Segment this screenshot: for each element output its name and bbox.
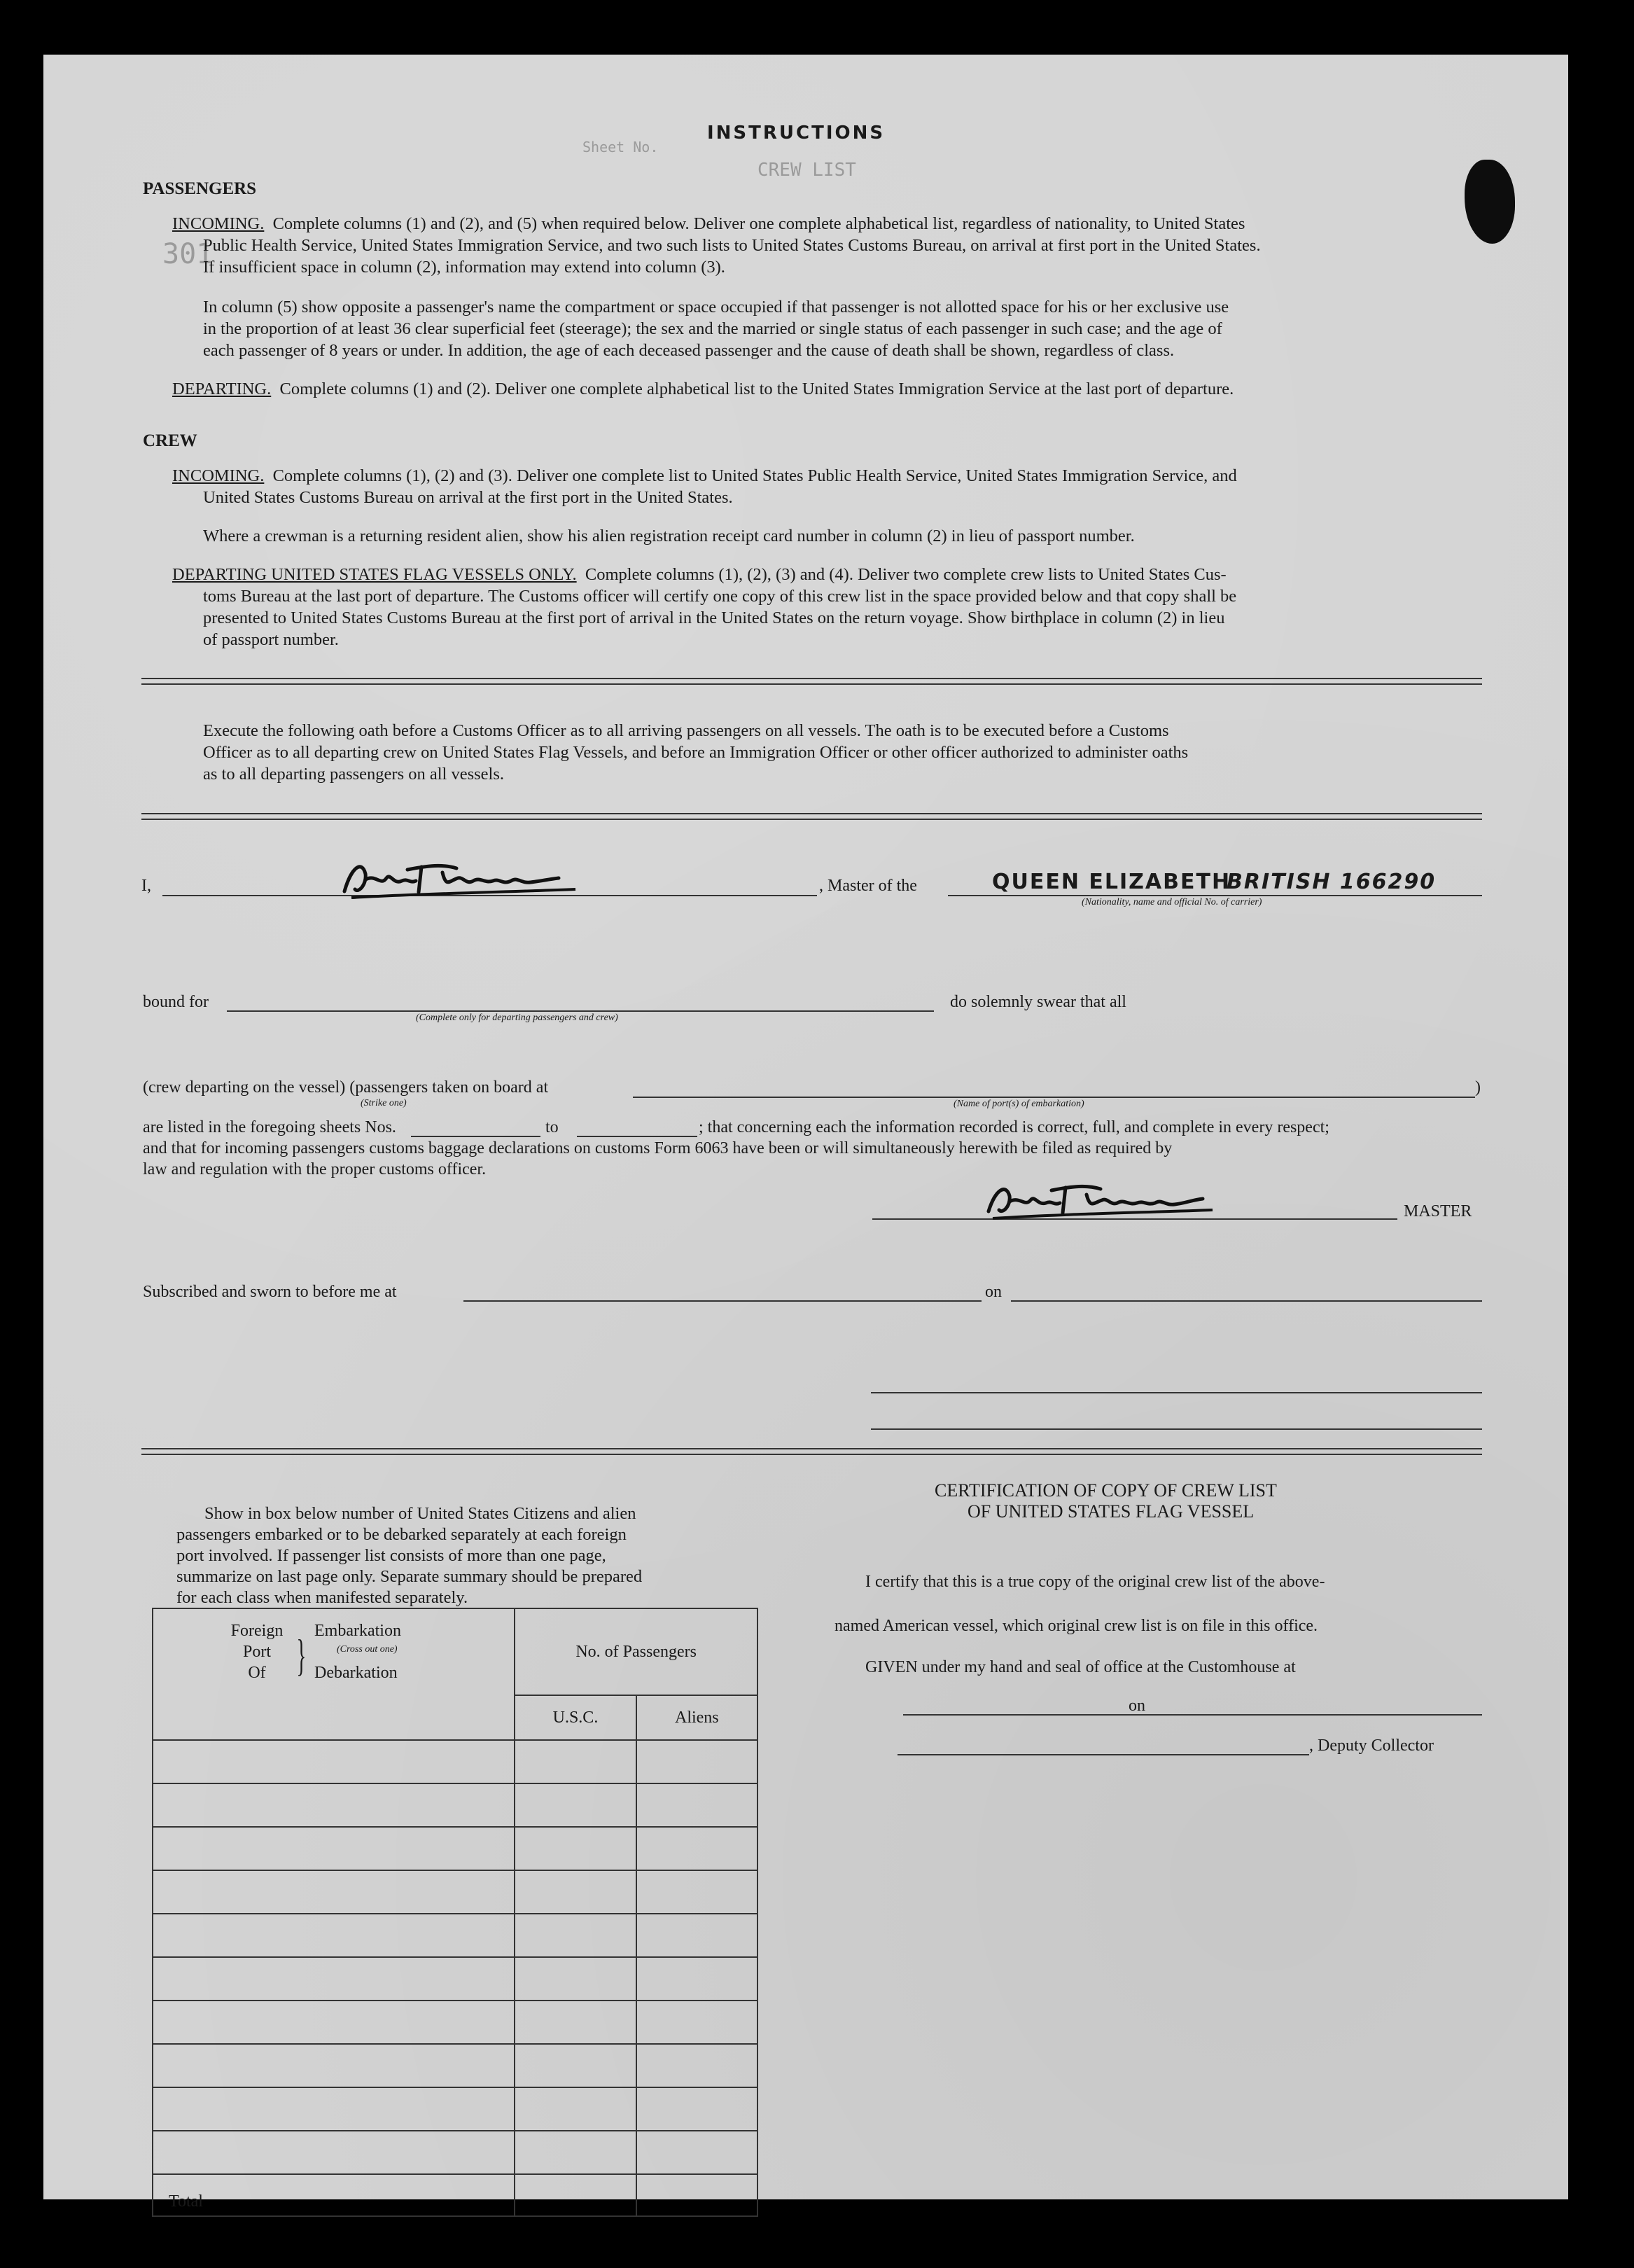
crew-incoming-line1 [172,465,1237,487]
summary-line3: port involved. If passenger list consists of more than one page, [176,1546,606,1565]
subscribed-on-label: on [985,1283,1002,1301]
oath-intro-line1: Execute the following oath before a Customs Officer as to all arriving passengers on all vessels. The oath is to be executed before a Customs [203,721,1169,740]
column5-line2: in the proportion of at least 36 clear superficial feet (steerage); the sex and the married or single status of each passenger in such case; and the age of [203,319,1222,338]
header-port [153,1608,515,1740]
table-row[interactable] [153,1783,757,1827]
passengers-incoming-line2: Public Health Service, United States Immigration Service, and two such lists to United States Customs Bureau, on arrival at first port in the United States. [203,236,1261,255]
column5-line3: each passenger of 8 years or under. In addition, the age of each deceased passenger and the cause of death shall be shown, regardless of class. [203,341,1175,360]
crew-incoming-label: INCOMING. [172,466,265,485]
section-divider-2 [141,813,1482,820]
passengers-departing-text: Complete columns (1) and (2). Deliver one complete alphabetical list to the United States Immigration Service at the last port of departure. [279,380,1234,398]
master-label: MASTER [1404,1202,1472,1220]
oath-intro-line3: as to all departing passengers on all vessels. [203,765,505,784]
strike-caption: (Strike one) [361,1098,407,1108]
table-row[interactable] [153,1740,757,1783]
close-paren: ) [1475,1078,1481,1097]
certification-text-1: I certify that this is a true copy of the original crew list of the above- [865,1573,1325,1591]
vessel-line [948,895,1482,896]
table-row[interactable] [153,1914,757,1957]
crew-incoming-line2: United States Customs Bureau on arrival at the first port in the United States. [203,488,733,507]
table-row[interactable] [153,2044,757,2087]
table-row[interactable] [153,1870,757,1914]
header-aliens [636,1695,757,1740]
vessel-nationality-number: BRITISH 166290 [1227,870,1437,894]
crew-flag-line4: of passport number. [203,630,339,649]
aliens-label: Aliens [674,1708,719,1727]
total-aliens-cell[interactable] [636,2174,757,2216]
sheets-from-line[interactable] [411,1136,540,1137]
total-label-cell [153,2174,515,2216]
table-row[interactable] [153,2087,757,2131]
total-row[interactable] [153,2174,757,2216]
cross-out-caption: (Cross out one) [337,1644,398,1655]
crew-flag-label: DEPARTING UNITED STATES FLAG VESSELS ONLY. [172,565,577,584]
document-page [43,55,1568,2211]
passengers-incoming-line3: If insufficient space in column (2), information may extend into column (3). [203,258,725,277]
certification-heading-1: CERTIFICATION OF COPY OF CREW LIST [935,1480,1277,1501]
customhouse-line[interactable] [903,1714,1162,1716]
port-label-3: Of [248,1664,266,1682]
officer-signature-line-2[interactable] [871,1428,1482,1430]
oath-intro-line2: Officer as to all departing crew on United States Flag Vessels, and before an Immigration Officer or other officer authorized to administer oaths [203,743,1189,762]
crew-resident-alien: Where a crewman is a returning resident alien, show his alien registration receipt card number in column (2) in lieu of passport number. [203,527,1135,545]
usc-label: U.S.C. [552,1708,599,1727]
master-signature-1 [337,853,603,902]
certification-on-label: on [1129,1697,1145,1715]
bound-for-line[interactable] [227,1010,934,1012]
sheets-to-line[interactable] [577,1136,697,1137]
law-line: law and regulation with the proper customs officer. [143,1160,487,1178]
ports-caption: (Name of port(s) of embarkation) [954,1099,1084,1109]
deputy-collector-label: , Deputy Collector [1309,1737,1434,1755]
passengers-incoming-text1: Complete columns (1) and (2), and (5) when required below. Deliver one complete alphabetical list, regardless of nationality, to United States [272,214,1245,233]
deputy-signature-line[interactable] [898,1754,1309,1755]
header-usc [515,1695,636,1740]
certification-given: GIVEN under my hand and seal of office at the Customhouse at [865,1658,1296,1676]
passengers-incoming-label: INCOMING. [172,214,265,233]
summary-line2: passengers embarked or to be debarked separately at each foreign [176,1525,627,1544]
passengers-departing-label: DEPARTING. [172,380,272,398]
no-of-passengers-label: No. of Passengers [575,1642,697,1661]
nationality-caption: (Nationality, name and official No. of carrier) [1082,897,1262,907]
bound-caption: (Complete only for departing passengers and crew) [416,1013,618,1023]
section-divider-3 [141,1448,1482,1455]
certification-heading-2: OF UNITED STATES FLAG VESSEL [968,1501,1255,1522]
officer-signature-line-1[interactable] [871,1392,1482,1393]
total-label: Total [169,2192,203,2211]
table-row[interactable] [153,1827,757,1870]
summary-line5: for each class when manifested separately. [176,1588,468,1607]
master-of-label: , Master of the [819,877,917,895]
passengers-heading: PASSENGERS [143,179,257,198]
section-divider-1 [141,678,1482,685]
baggage-line: and that for incoming passengers customs baggage declarations on customs Form 6063 have been or will simultaneously herewith be filed as required by [143,1139,1173,1157]
table-row[interactable] [153,2001,757,2044]
listed-label: are listed in the foregoing sheets Nos. [143,1118,396,1136]
summary-line1: Show in box below number of United States Citizens and alien [204,1504,636,1523]
column5-line1: In column (5) show opposite a passenger's name the compartment or space occupied if that passenger is not allotted space for his or her exclusive use [203,298,1229,316]
certification-date-line[interactable] [1158,1714,1482,1716]
crew-flag-line2: toms Bureau at the last port of departure. The Customs officer will certify one copy of this crew list in the space provided below and that copy shall be [203,587,1237,606]
subscribed-date-line[interactable] [1011,1300,1482,1302]
debarkation-label: Debarkation [314,1664,398,1682]
to-label: to [545,1118,559,1136]
port-label-1: Foreign [230,1622,284,1640]
table-header-row [153,1608,757,1695]
crew-flag-line1 [172,564,1227,585]
header-no-passengers [515,1608,757,1695]
crew-heading: CREW [143,431,197,450]
page-title: INSTRUCTIONS [707,123,886,144]
certification-text-2: named American vessel, which original crew list is on file in this office. [835,1617,1318,1635]
bound-for-label: bound for [143,993,209,1011]
passengers-departing-line [172,378,1234,400]
passengers-incoming-line1 [172,213,1481,235]
port-label-2: Port [242,1643,271,1661]
crew-flag-text1: Complete columns (1), (2), (3) and (4). Deliver two complete crew lists to United States Cus- [585,565,1227,584]
embarkation-ports-line[interactable] [633,1097,1475,1098]
bleed-sheet-no: Sheet No. [582,139,659,155]
passenger-summary-table [152,1608,758,2217]
vessel-name: QUEEN ELIZABETH [992,870,1231,894]
listed-rest: ; that concerning each the information recorded is correct, full, and complete in every respect; [699,1118,1329,1136]
crew-flag-line3: presented to United States Customs Bureau at the first port of arrival in the United States on the return voyage. Show birthplace in column (2) in lieu [203,608,1225,627]
subscribed-label: Subscribed and sworn to before me at [143,1283,397,1301]
brace-icon: } [296,1630,307,1680]
table-row[interactable] [153,1957,757,2001]
crew-incoming-text1: Complete columns (1), (2) and (3). Deliver one complete list to United States Public Health Service, United States Immigration Service, and [272,466,1237,485]
master-signature-2 [982,1175,1234,1224]
embarkation-label: Embarkation [314,1622,401,1640]
table-row[interactable] [153,2131,757,2174]
crew-departing-text: (crew departing on the vessel) (passengers taken on board at [143,1078,549,1097]
bleed-number: 301 [162,238,214,270]
summary-line4: summarize on last page only. Separate summary should be prepared [176,1567,643,1586]
total-usc-cell[interactable] [515,2174,636,2216]
oath-i-label: I, [141,877,151,895]
subscribed-place-line[interactable] [463,1300,982,1302]
swear-text: do solemnly swear that all [950,993,1126,1011]
bleed-crew-list: CREW LIST [757,160,856,181]
